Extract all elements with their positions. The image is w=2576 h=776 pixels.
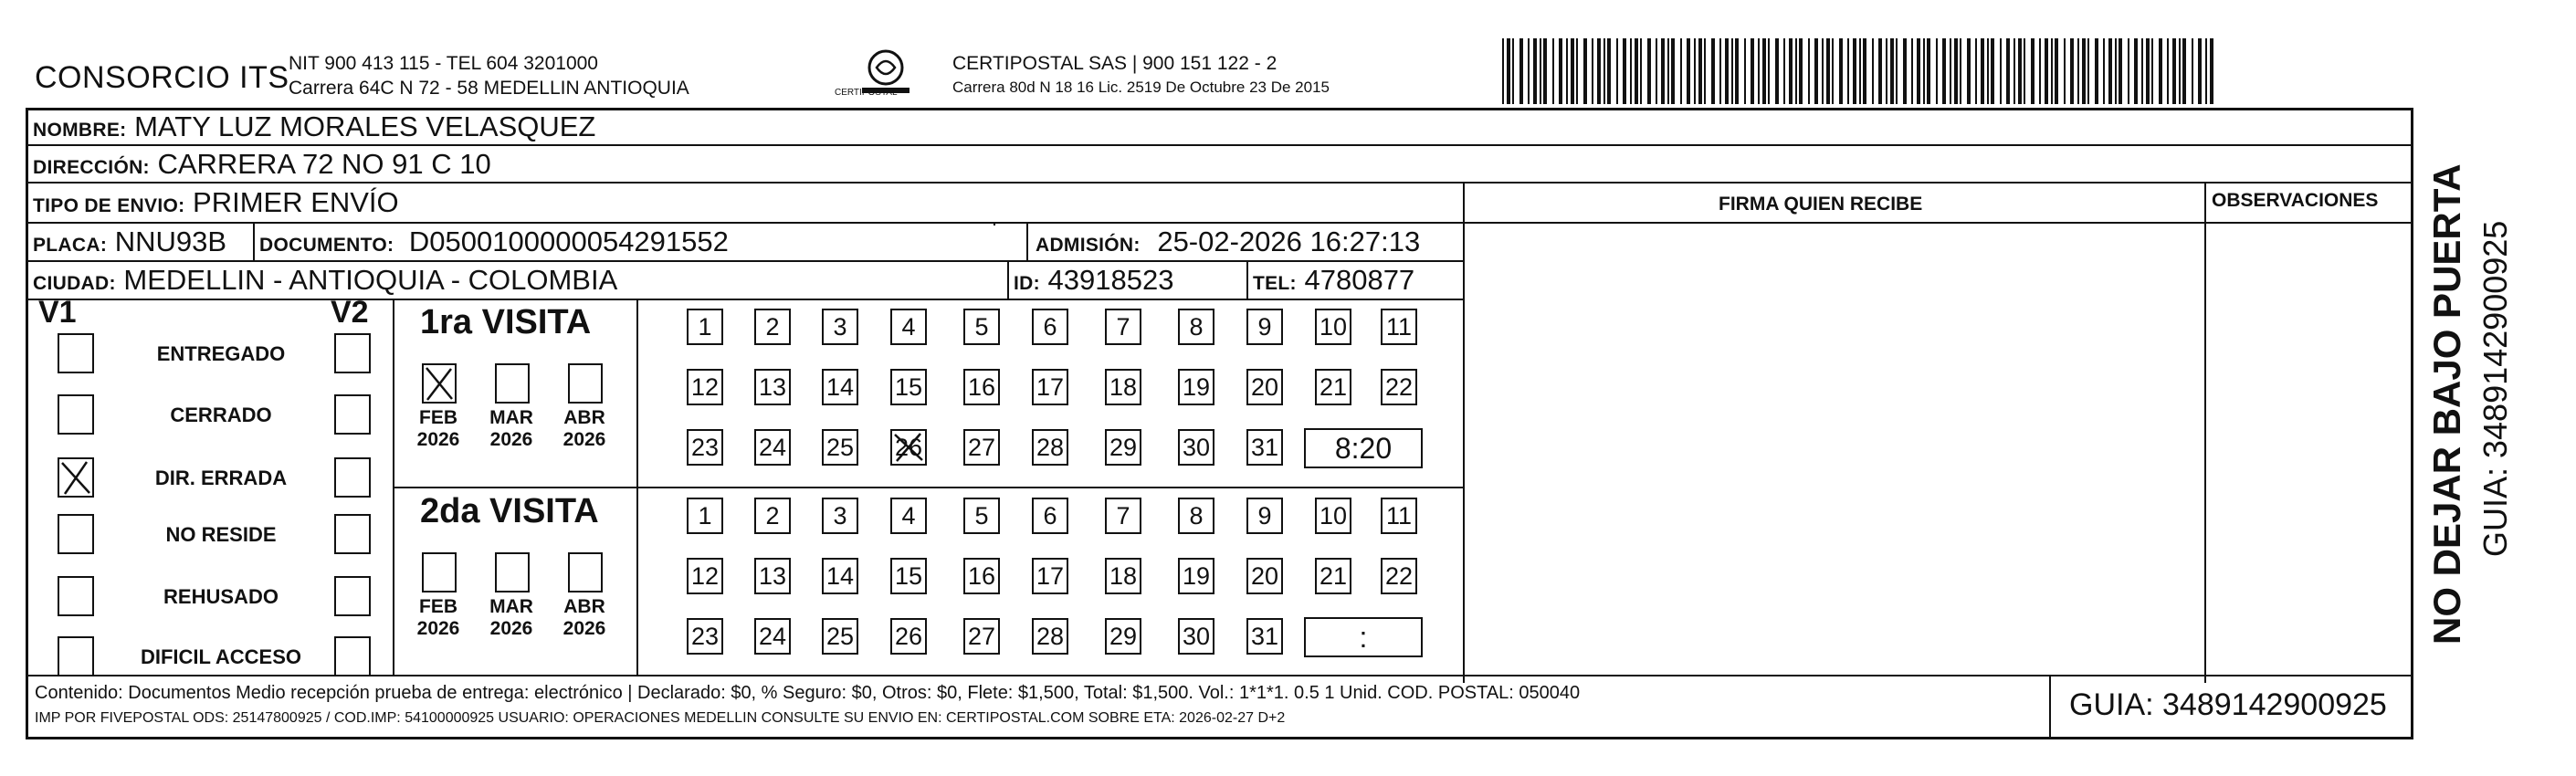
barcode-bar	[2031, 38, 2035, 104]
id-cell	[1014, 264, 1173, 300]
barcode-bar	[2082, 38, 2086, 104]
first-visit-day-box[interactable]: 20	[1246, 369, 1283, 405]
first-visit-day-box[interactable]: 16	[963, 369, 1000, 405]
first-visit-day-box[interactable]: 21	[1315, 369, 1351, 405]
barcode-bar	[1942, 38, 1946, 104]
barcode-bar	[1744, 38, 1746, 104]
status-label: REHUSADO	[163, 585, 279, 608]
second-visit-day-box[interactable]: 3	[822, 498, 858, 534]
month-label: MAR	[489, 407, 533, 428]
barcode-bar	[1616, 38, 1618, 104]
barcode-bar	[1647, 38, 1651, 104]
barcode-bar	[2039, 38, 2041, 104]
barcode-bar	[1603, 38, 1605, 104]
nombre-label: NOMBRE:	[33, 120, 127, 141]
barcode-bar	[2210, 38, 2213, 104]
tel-cell	[1253, 264, 1414, 300]
second-visit-day-box[interactable]: 17	[1032, 558, 1068, 594]
carrier-line1: CERTIPOSTAL SAS | 900 151 122 - 2	[952, 53, 1277, 74]
footer-guia: GUIA: 3489142900925	[2069, 687, 2387, 722]
second-visit-day-box[interactable]: 31	[1246, 618, 1283, 655]
year-label: 2026	[489, 429, 533, 450]
first-visit-day-box[interactable]: 31	[1246, 429, 1283, 466]
barcode-bar	[1960, 38, 1961, 104]
barcode-bar	[1954, 38, 1958, 104]
first-visit-day-box[interactable]: 3	[822, 309, 858, 345]
ciudad-label: CIUDAD:	[33, 273, 116, 294]
barcode-bar	[1775, 38, 1779, 104]
admision-value: 25-02-2026 16:27:13	[1157, 225, 1421, 257]
barcode-bar	[1704, 38, 1706, 104]
barcode-bar	[1826, 38, 1830, 104]
barcode-bar	[2205, 38, 2207, 104]
first-visit-day-box[interactable]: 25	[822, 429, 858, 466]
documento-cell	[259, 225, 729, 262]
barcode-bar	[2051, 38, 2053, 104]
side-guia: GUIA: 3489142900925	[2476, 220, 2514, 557]
second-visit-day-box[interactable]: 26	[890, 618, 927, 655]
v2-header: V2	[331, 295, 369, 330]
barcode-bar	[1661, 38, 1665, 104]
barcode-bar	[1656, 38, 1657, 104]
barcode-bar	[1519, 38, 1523, 104]
second-visit-day-box[interactable]: 25	[822, 618, 858, 655]
barcode-bar	[2159, 38, 2162, 104]
year-label: 2026	[489, 618, 533, 639]
barcode-bar	[1917, 38, 1920, 104]
v2-checkbox[interactable]	[334, 514, 371, 554]
barcode-bar	[1571, 38, 1574, 104]
second-visit-day-box[interactable]: 14	[822, 558, 858, 594]
barcode-bar	[1814, 38, 1818, 104]
v2-checkbox[interactable]	[334, 333, 371, 373]
second-visit-day-box[interactable]: 27	[963, 618, 1000, 655]
direccion-label: DIRECCIÓN:	[33, 157, 150, 178]
nombre-value: MATY LUZ MORALES VELASQUEZ	[134, 110, 596, 142]
status-label: DIR. ERRADA	[154, 467, 288, 489]
barcode-bar	[1512, 38, 1514, 104]
barcode-bar	[1667, 38, 1669, 104]
second-visit-day-box[interactable]: 6	[1032, 498, 1068, 534]
first-visit-month-box[interactable]	[422, 363, 457, 404]
first-visit-day-box[interactable]: 23	[687, 429, 723, 466]
barcode-bar	[2172, 38, 2176, 104]
second-visit-day-box[interactable]: 18	[1105, 558, 1141, 594]
second-visit-day-box[interactable]: 2	[754, 498, 791, 534]
v1-checkbox[interactable]	[58, 636, 94, 676]
barcode-bar	[1623, 38, 1626, 104]
tipo-label: TIPO DE ENVIO:	[33, 195, 185, 216]
second-visit-day-box[interactable]: 10	[1315, 498, 1351, 534]
v2-checkbox[interactable]	[334, 576, 371, 616]
barcode-bar	[2151, 38, 2153, 104]
barcode-bar	[1903, 38, 1907, 104]
barcode-bar	[1799, 38, 1803, 104]
barcode-bar	[1719, 38, 1721, 104]
first-visit-day-box[interactable]: 30	[1178, 429, 1214, 466]
barcode-bar	[1640, 38, 1642, 104]
barcode-bar	[1583, 38, 1587, 104]
second-visit-time[interactable]: :	[1304, 617, 1423, 657]
barcode-bar	[1751, 38, 1754, 104]
firma-header: FIRMA QUIEN RECIBE	[1719, 194, 1923, 215]
barcode-bar	[2108, 38, 2112, 104]
first-visit-day-box[interactable]: 1	[687, 309, 723, 345]
second-visit-month-box[interactable]	[495, 552, 530, 592]
first-visit-month-box[interactable]	[495, 363, 530, 404]
barcode-bar	[2055, 38, 2058, 104]
second-visit-day-box[interactable]: 13	[754, 558, 791, 594]
barcode-bar	[1566, 38, 1568, 104]
second-visit-title: 2da VISITA	[420, 492, 599, 530]
first-visit-day-box[interactable]: 5	[963, 309, 1000, 345]
barcode-bar	[1687, 38, 1690, 104]
v1-checkbox[interactable]	[58, 394, 94, 435]
barcode-bar	[2198, 38, 2202, 104]
check-mark-icon	[424, 365, 455, 402]
second-visit-month-box[interactable]	[422, 552, 457, 592]
barcode-bar	[1768, 38, 1770, 104]
barcode-bar	[1576, 38, 1578, 104]
nombre-row	[33, 110, 595, 147]
barcode-bar	[2119, 38, 2122, 104]
barcode-bar	[1711, 38, 1715, 104]
barcode-bar	[1540, 38, 1541, 104]
barcode-bar	[1839, 38, 1843, 104]
second-visit-day-box[interactable]: 11	[1381, 498, 1417, 534]
barcode-bar	[1735, 38, 1739, 104]
first-visit-day-box[interactable]: 24	[754, 429, 791, 466]
tipo-value: PRIMER ENVÍO	[193, 186, 399, 218]
status-label: CERRADO	[170, 404, 272, 426]
barcode-bar	[1725, 38, 1729, 104]
tel-value: 4780877	[1304, 264, 1415, 296]
placa-value: NNU93B	[114, 225, 227, 257]
barcode-bar	[1592, 38, 1593, 104]
v1-header: V1	[38, 295, 77, 330]
v2-checkbox[interactable]	[334, 394, 371, 435]
month-label: ABR	[563, 596, 605, 617]
ciudad-value: MEDELLIN - ANTIOQUIA - COLOMBIA	[123, 264, 618, 296]
barcode-bar	[1967, 38, 1971, 104]
barcode-bar	[1911, 38, 1913, 104]
barcode-icon	[1502, 38, 2224, 104]
check-mark-icon	[59, 459, 92, 496]
first-visit-day-box[interactable]: 28	[1032, 429, 1068, 466]
id-label: ID:	[1014, 273, 1040, 294]
footer-content-line: Contenido: Documentos Medio recepción prueba de entrega: electrónico | Declarado: $0, % Seguro: $0, Otros: $0, Flete: $1,500, Total: $1,500. Vol.: 1*1*1. 0.5 1 Unid. COD. POSTAL: 050040	[35, 683, 1581, 703]
barcode-bar	[1507, 38, 1510, 104]
barcode-bar	[1533, 38, 1537, 104]
barcode-bar	[1886, 38, 1887, 104]
placa-row	[33, 225, 226, 262]
barcode-bar	[1863, 38, 1866, 104]
year-label: 2026	[416, 618, 460, 639]
first-visit-time[interactable]: 8:20	[1304, 428, 1423, 468]
second-visit-day-box[interactable]: 15	[890, 558, 927, 594]
documento-label: DOCUMENTO:	[259, 235, 394, 256]
barcode-bar	[1789, 38, 1793, 104]
v1-checkbox[interactable]	[58, 514, 94, 554]
placa-label: PLACA:	[33, 235, 108, 256]
second-visit-day-box[interactable]: 24	[754, 618, 791, 655]
company-line1: NIT 900 413 115 - TEL 604 3201000	[289, 53, 598, 74]
barcode-bar	[1528, 38, 1530, 104]
barcode-bar	[2179, 38, 2181, 104]
first-visit-day-box[interactable]: 4	[890, 309, 927, 345]
barcode-bar	[2087, 38, 2089, 104]
no-dejar-warning: NO DEJAR BAJO PUERTA	[2425, 163, 2468, 645]
barcode-bar	[1890, 38, 1894, 104]
second-visit-day-box[interactable]: 22	[1381, 558, 1417, 594]
barcode-bar	[2006, 38, 2010, 104]
status-label: NO RESIDE	[165, 523, 277, 546]
second-visit-day-box[interactable]: 30	[1178, 618, 1214, 655]
direccion-value: CARRERA 72 NO 91 C 10	[157, 148, 491, 180]
second-visit-day-box[interactable]: 29	[1105, 618, 1141, 655]
barcode-bar	[1607, 38, 1611, 104]
barcode-bar	[1950, 38, 1951, 104]
barcode-bar	[1671, 38, 1675, 104]
footer-print-line: IMP POR FIVEPOSTAL ODS: 25147800925 / COD.IMP: 54100000925 USUARIO: OPERACIONES MEDELLIN CONSULTE SU ENVIO EN: CERTIPOSTAL.COM SOBRE ETA: 2026-02-27 D+2	[35, 710, 1286, 726]
admision-label: ADMISIÓN:	[1036, 235, 1141, 256]
documento-value: D0500100000054291552	[408, 225, 729, 257]
barcode-bar	[1808, 38, 1810, 104]
second-visit-day-box[interactable]: 21	[1315, 558, 1351, 594]
v1-checkbox[interactable]	[58, 457, 94, 498]
first-visit-month-box[interactable]	[568, 363, 603, 404]
barcode-bar	[2024, 38, 2025, 104]
barcode-bar	[1923, 38, 1925, 104]
barcode-bar	[1543, 38, 1547, 104]
day-cross-mark-icon	[892, 431, 925, 468]
second-visit-day-box[interactable]: 20	[1246, 558, 1283, 594]
barcode-bar	[2182, 38, 2186, 104]
first-visit-day-box[interactable]: 29	[1105, 429, 1141, 466]
v2-checkbox[interactable]	[334, 636, 371, 676]
barcode-bar	[1859, 38, 1861, 104]
barcode-bar	[1552, 38, 1554, 104]
barcode-bar	[2167, 38, 2169, 104]
barcode-bar	[1975, 38, 1977, 104]
first-visit-day-box[interactable]: 7	[1105, 309, 1141, 345]
barcode-bar	[1762, 38, 1766, 104]
barcode-bar	[1853, 38, 1856, 104]
barcode-bar	[1872, 38, 1874, 104]
first-visit-day-box[interactable]: 10	[1315, 309, 1351, 345]
first-visit-day-box[interactable]: 18	[1105, 369, 1141, 405]
status-label: ENTREGADO	[156, 342, 286, 365]
barcode-bar	[1597, 38, 1601, 104]
barcode-bar	[2013, 38, 2015, 104]
month-label: MAR	[489, 596, 533, 617]
first-visit-day-box[interactable]: 13	[754, 369, 791, 405]
barcode-bar	[1630, 38, 1632, 104]
second-visit-day-box[interactable]: 8	[1178, 498, 1214, 534]
second-visit-month-box[interactable]	[568, 552, 603, 592]
barcode-bar	[1822, 38, 1824, 104]
ciudad-row	[33, 264, 617, 300]
second-visit-day-box[interactable]: 28	[1032, 618, 1068, 655]
year-label: 2026	[416, 429, 460, 450]
first-visit-day-box[interactable]: 6	[1032, 309, 1068, 345]
barcode-bar	[1635, 38, 1638, 104]
barcode-bar	[1694, 38, 1696, 104]
tel-label: TEL:	[1253, 273, 1297, 294]
second-visit-day-box[interactable]: 9	[1246, 498, 1283, 534]
barcode-bar	[2115, 38, 2117, 104]
second-visit-day-box[interactable]: 16	[963, 558, 1000, 594]
barcode-bar	[2095, 38, 2098, 104]
barcode-bar	[2128, 38, 2129, 104]
barcode-bar	[2000, 38, 2002, 104]
barcode-bar	[1680, 38, 1682, 104]
barcode-bar	[2192, 38, 2193, 104]
id-value: 43918523	[1047, 264, 1174, 296]
month-label: FEB	[419, 596, 457, 617]
barcode-bar	[1987, 38, 1989, 104]
barcode-bar	[1783, 38, 1785, 104]
month-label: FEB	[419, 407, 457, 428]
first-visit-day-box[interactable]: 14	[822, 369, 858, 405]
first-visit-day-box[interactable]: 19	[1178, 369, 1214, 405]
barcode-bar	[1698, 38, 1702, 104]
first-visit-day-box[interactable]: 8	[1178, 309, 1214, 345]
barcode-bar	[2070, 38, 2074, 104]
status-label: DIFICIL ACCESO	[140, 645, 301, 668]
first-visit-day-box[interactable]: 2	[754, 309, 791, 345]
barcode-bar	[2018, 38, 2022, 104]
barcode-bar	[1878, 38, 1882, 104]
barcode-bar	[1847, 38, 1849, 104]
first-visit-day-box[interactable]: 12	[687, 369, 723, 405]
barcode-bar	[2103, 38, 2105, 104]
barcode-bar	[2141, 38, 2143, 104]
first-visit-day-box[interactable]: 9	[1246, 309, 1283, 345]
barcode-bar	[2134, 38, 2138, 104]
barcode-bar	[1502, 38, 1504, 104]
second-visit-day-box[interactable]: 1	[687, 498, 723, 534]
year-label: 2026	[563, 618, 606, 639]
barcode-bar	[1795, 38, 1797, 104]
barcode-bar	[1927, 38, 1930, 104]
barcode-bar	[1991, 38, 1994, 104]
second-visit-day-box[interactable]: 4	[890, 498, 927, 534]
barcode-bar	[1832, 38, 1834, 104]
first-visit-day-box[interactable]: 15	[890, 369, 927, 405]
barcode-bar	[1731, 38, 1733, 104]
v1-checkbox[interactable]	[58, 576, 94, 616]
year-label: 2026	[563, 429, 606, 450]
barcode-bar	[1758, 38, 1760, 104]
month-label: ABR	[563, 407, 605, 428]
first-visit-day-box[interactable]: 22	[1381, 369, 1417, 405]
v2-checkbox[interactable]	[334, 457, 371, 498]
barcode-bar	[2064, 38, 2066, 104]
v1-checkbox[interactable]	[58, 333, 94, 373]
direccion-row	[33, 148, 491, 184]
barcode-bar	[2077, 38, 2079, 104]
first-visit-day-box[interactable]: 17	[1032, 369, 1068, 405]
observaciones-header: OBSERVACIONES	[2212, 190, 2379, 211]
second-visit-day-box[interactable]: 19	[1178, 558, 1214, 594]
logo-text: CERTIPOSTAL	[835, 88, 898, 98]
barcode-bar	[1896, 38, 1898, 104]
tipo-row	[33, 186, 399, 223]
company-name: CONSORCIO ITS	[35, 60, 289, 95]
first-visit-title: 1ra VISITA	[420, 303, 592, 341]
second-visit-day-box[interactable]: 7	[1105, 498, 1141, 534]
first-visit-day-box[interactable]: 26	[890, 429, 927, 466]
admision-cell	[1036, 225, 1420, 262]
barcode-bar	[1981, 38, 1984, 104]
barcode-bar	[1559, 38, 1562, 104]
barcode-bar	[2146, 38, 2150, 104]
company-line2: Carrera 64C N 72 - 58 MEDELLIN ANTIOQUIA	[289, 78, 689, 99]
first-visit-day-box[interactable]: 27	[963, 429, 1000, 466]
second-visit-day-box[interactable]: 12	[687, 558, 723, 594]
barcode-bar	[1936, 38, 1938, 104]
carrier-line2: Carrera 80d N 18 16 Lic. 2519 De Octubre 23 De 2015	[952, 79, 1330, 96]
second-visit-day-box[interactable]: 5	[963, 498, 1000, 534]
first-visit-day-box[interactable]: 11	[1381, 309, 1417, 345]
second-visit-day-box[interactable]: 23	[687, 618, 723, 655]
barcode-bar	[2045, 38, 2048, 104]
